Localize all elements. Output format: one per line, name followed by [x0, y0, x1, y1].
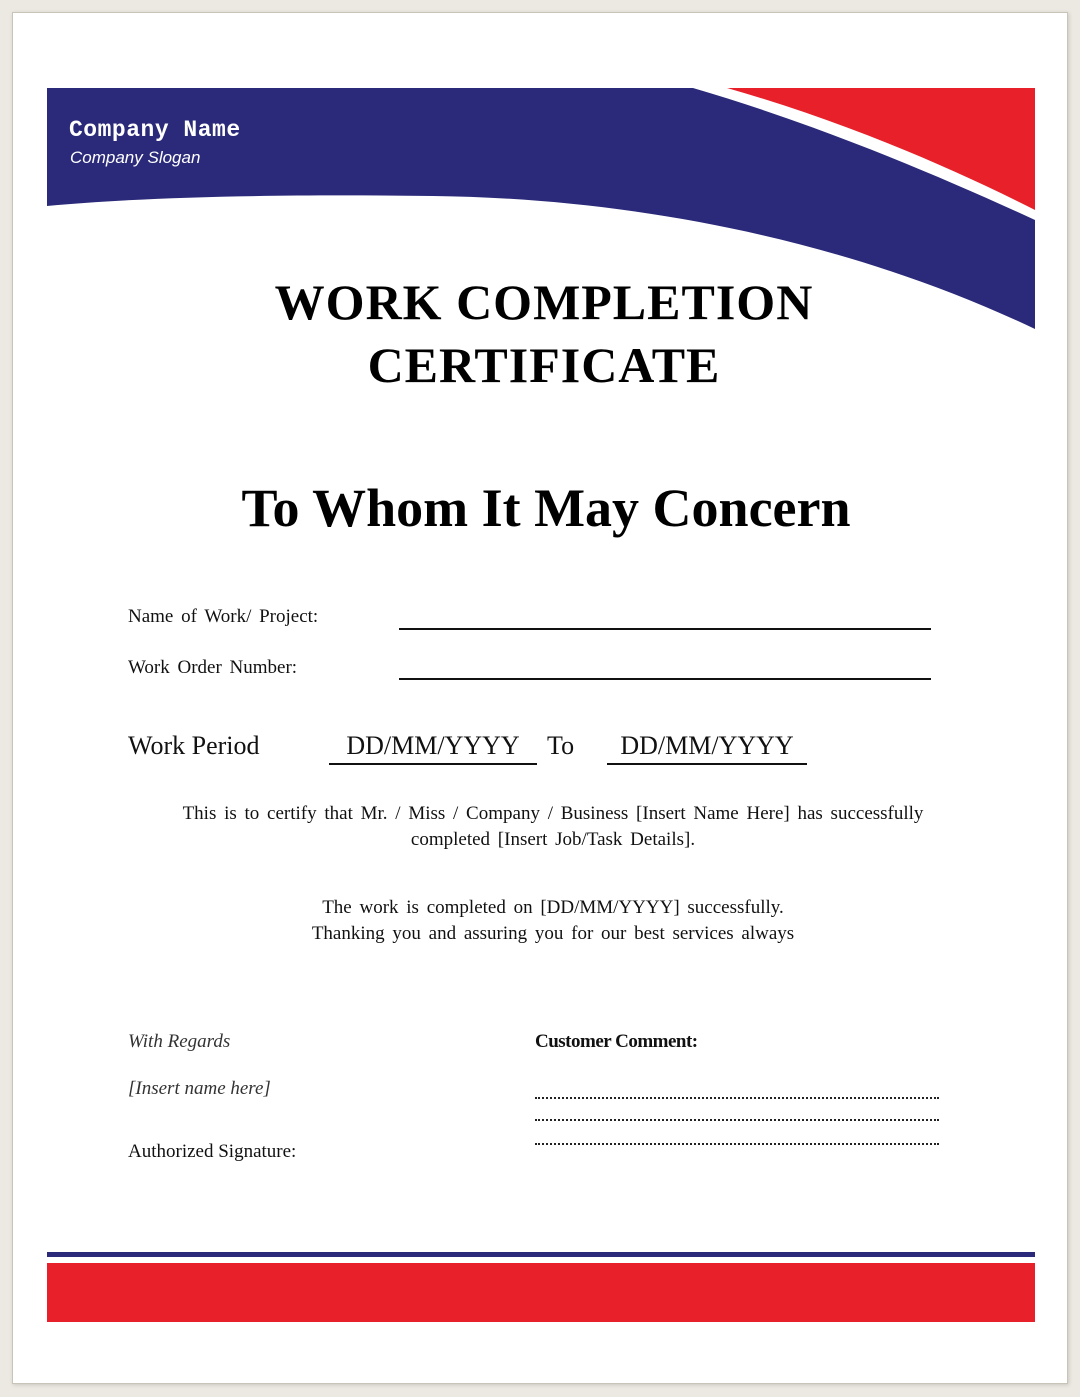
- completed-text: The work is completed on [DD/MM/YYYY] successfully.: [322, 897, 784, 918]
- certificate-title-line1: WORK COMPLETION: [274, 274, 814, 330]
- work-period-separator: To: [547, 731, 575, 760]
- footer-red-band: [47, 1263, 1035, 1322]
- work-order-label: Work Order Number:: [128, 657, 298, 678]
- certify-text-line1: This is to certify that Mr. / Miss / Company / Business [Insert Name Here] has successfully: [182, 803, 924, 824]
- company-slogan: Company Slogan: [70, 148, 201, 167]
- comment-line-3: [535, 1143, 939, 1145]
- company-name: Company Name: [69, 117, 241, 143]
- work-name-label: Name of Work/ Project:: [128, 606, 319, 627]
- thanks-text: Thanking you and assuring you for our best services always: [311, 923, 795, 944]
- signer-name: [Insert name here]: [128, 1078, 271, 1099]
- work-name-line: [399, 628, 931, 630]
- salutation-heading: To Whom It May Concern: [241, 478, 851, 538]
- authorized-signature-label: Authorized Signature:: [128, 1141, 297, 1162]
- footer-navy-stripe: [47, 1252, 1035, 1257]
- customer-comment-label: Customer Comment:: [535, 1031, 698, 1052]
- regards-text: With Regards: [128, 1031, 231, 1052]
- certificate-title-line2: CERTIFICATE: [367, 337, 721, 393]
- work-period-to: DD/MM/YYYY: [607, 731, 807, 765]
- work-period-from: DD/MM/YYYY: [329, 731, 537, 765]
- work-order-line: [399, 678, 931, 680]
- certificate-page: [12, 12, 1068, 1384]
- comment-line-2: [535, 1119, 939, 1121]
- work-period-label: Work Period: [128, 731, 260, 760]
- comment-line-1: [535, 1097, 939, 1099]
- certify-text-line2: completed [Insert Job/Task Details].: [410, 829, 696, 850]
